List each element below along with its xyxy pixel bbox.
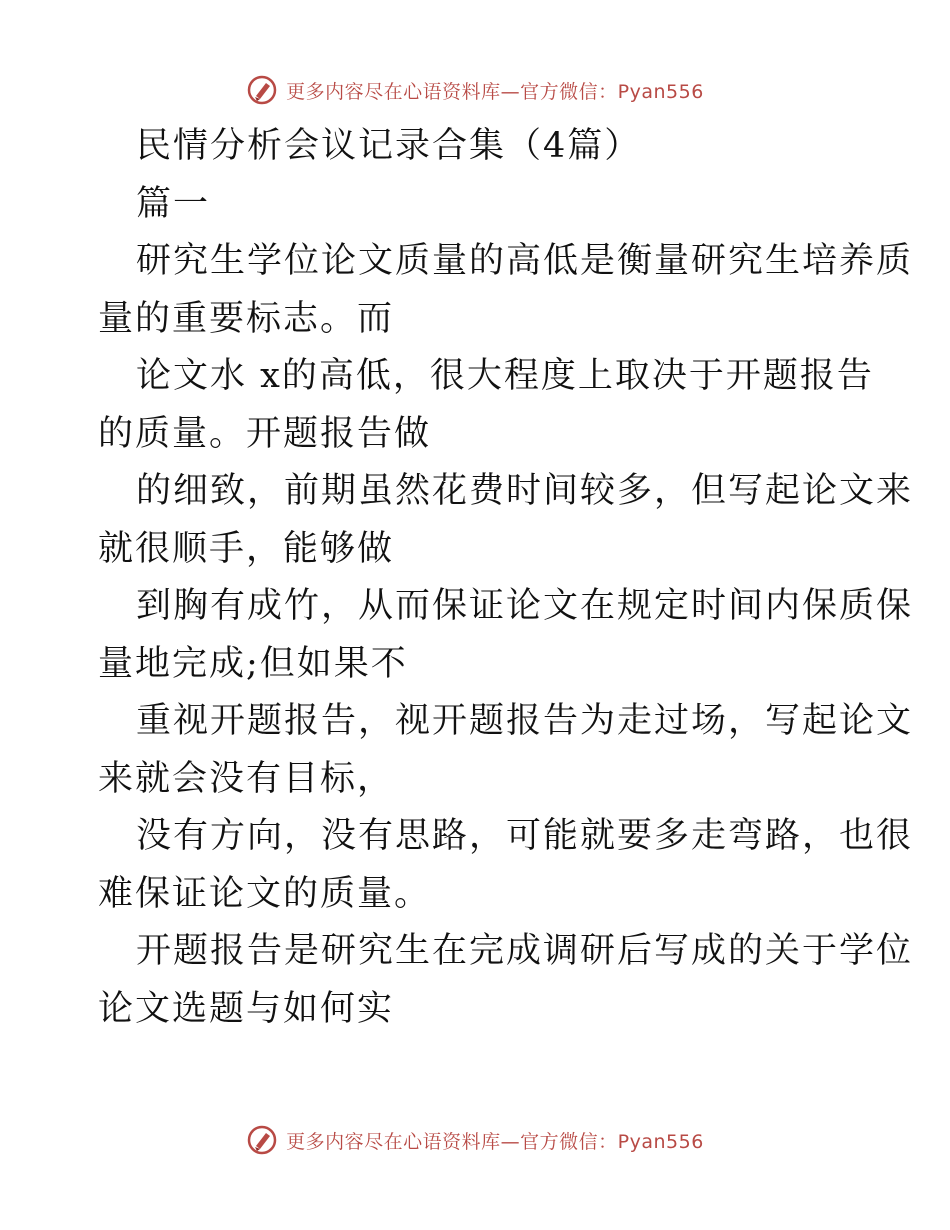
document-title: 民情分析会议记录合集（4篇） <box>136 126 642 166</box>
document-body <box>98 118 914 1038</box>
paragraph-line: 的质量。开题报告做 <box>98 413 432 454</box>
header-banner <box>0 70 950 110</box>
paragraph-line: 论文选题与如何实 <box>98 988 395 1029</box>
paragraph-line: 量地完成;但如果不 <box>98 643 408 684</box>
paragraph-line: 研究生学位论文质量的高低是衡量研究生培养质 <box>136 241 914 281</box>
paragraph-line: 量的重要标志。而 <box>98 298 395 339</box>
paragraph-line: 难保证论文的质量。 <box>98 873 432 914</box>
paragraph-line: 没有方向，没有思路，可能就要多走弯路，也很 <box>136 816 914 856</box>
footer-banner-text: 更多内容尽在心语资料库—官方微信：Pyan556 <box>286 1130 704 1153</box>
paragraph-line: 到胸有成竹，从而保证论文在规定时间内保质保 <box>136 586 914 626</box>
pen-nib-icon <box>246 1124 278 1156</box>
paragraph-line: 论文水 x的高低，很大程度上取决于开题报告 <box>136 356 874 396</box>
pen-nib-icon <box>246 74 278 106</box>
paragraph-line: 就很顺手，能够做 <box>98 528 395 569</box>
paragraph-line: 重视开题报告，视开题报告为走过场，写起论文 <box>136 701 914 741</box>
paragraph-line: 开题报告是研究生在完成调研后写成的关于学位 <box>136 931 914 971</box>
paragraph-line: 来就会没有目标， <box>98 758 395 799</box>
header-banner-text: 更多内容尽在心语资料库—官方微信：Pyan556 <box>286 80 704 103</box>
paragraph-line: 的细致，前期虽然花费时间较多，但写起论文来 <box>136 471 914 511</box>
section-heading: 篇一 <box>136 183 211 224</box>
footer-banner <box>0 1120 950 1160</box>
